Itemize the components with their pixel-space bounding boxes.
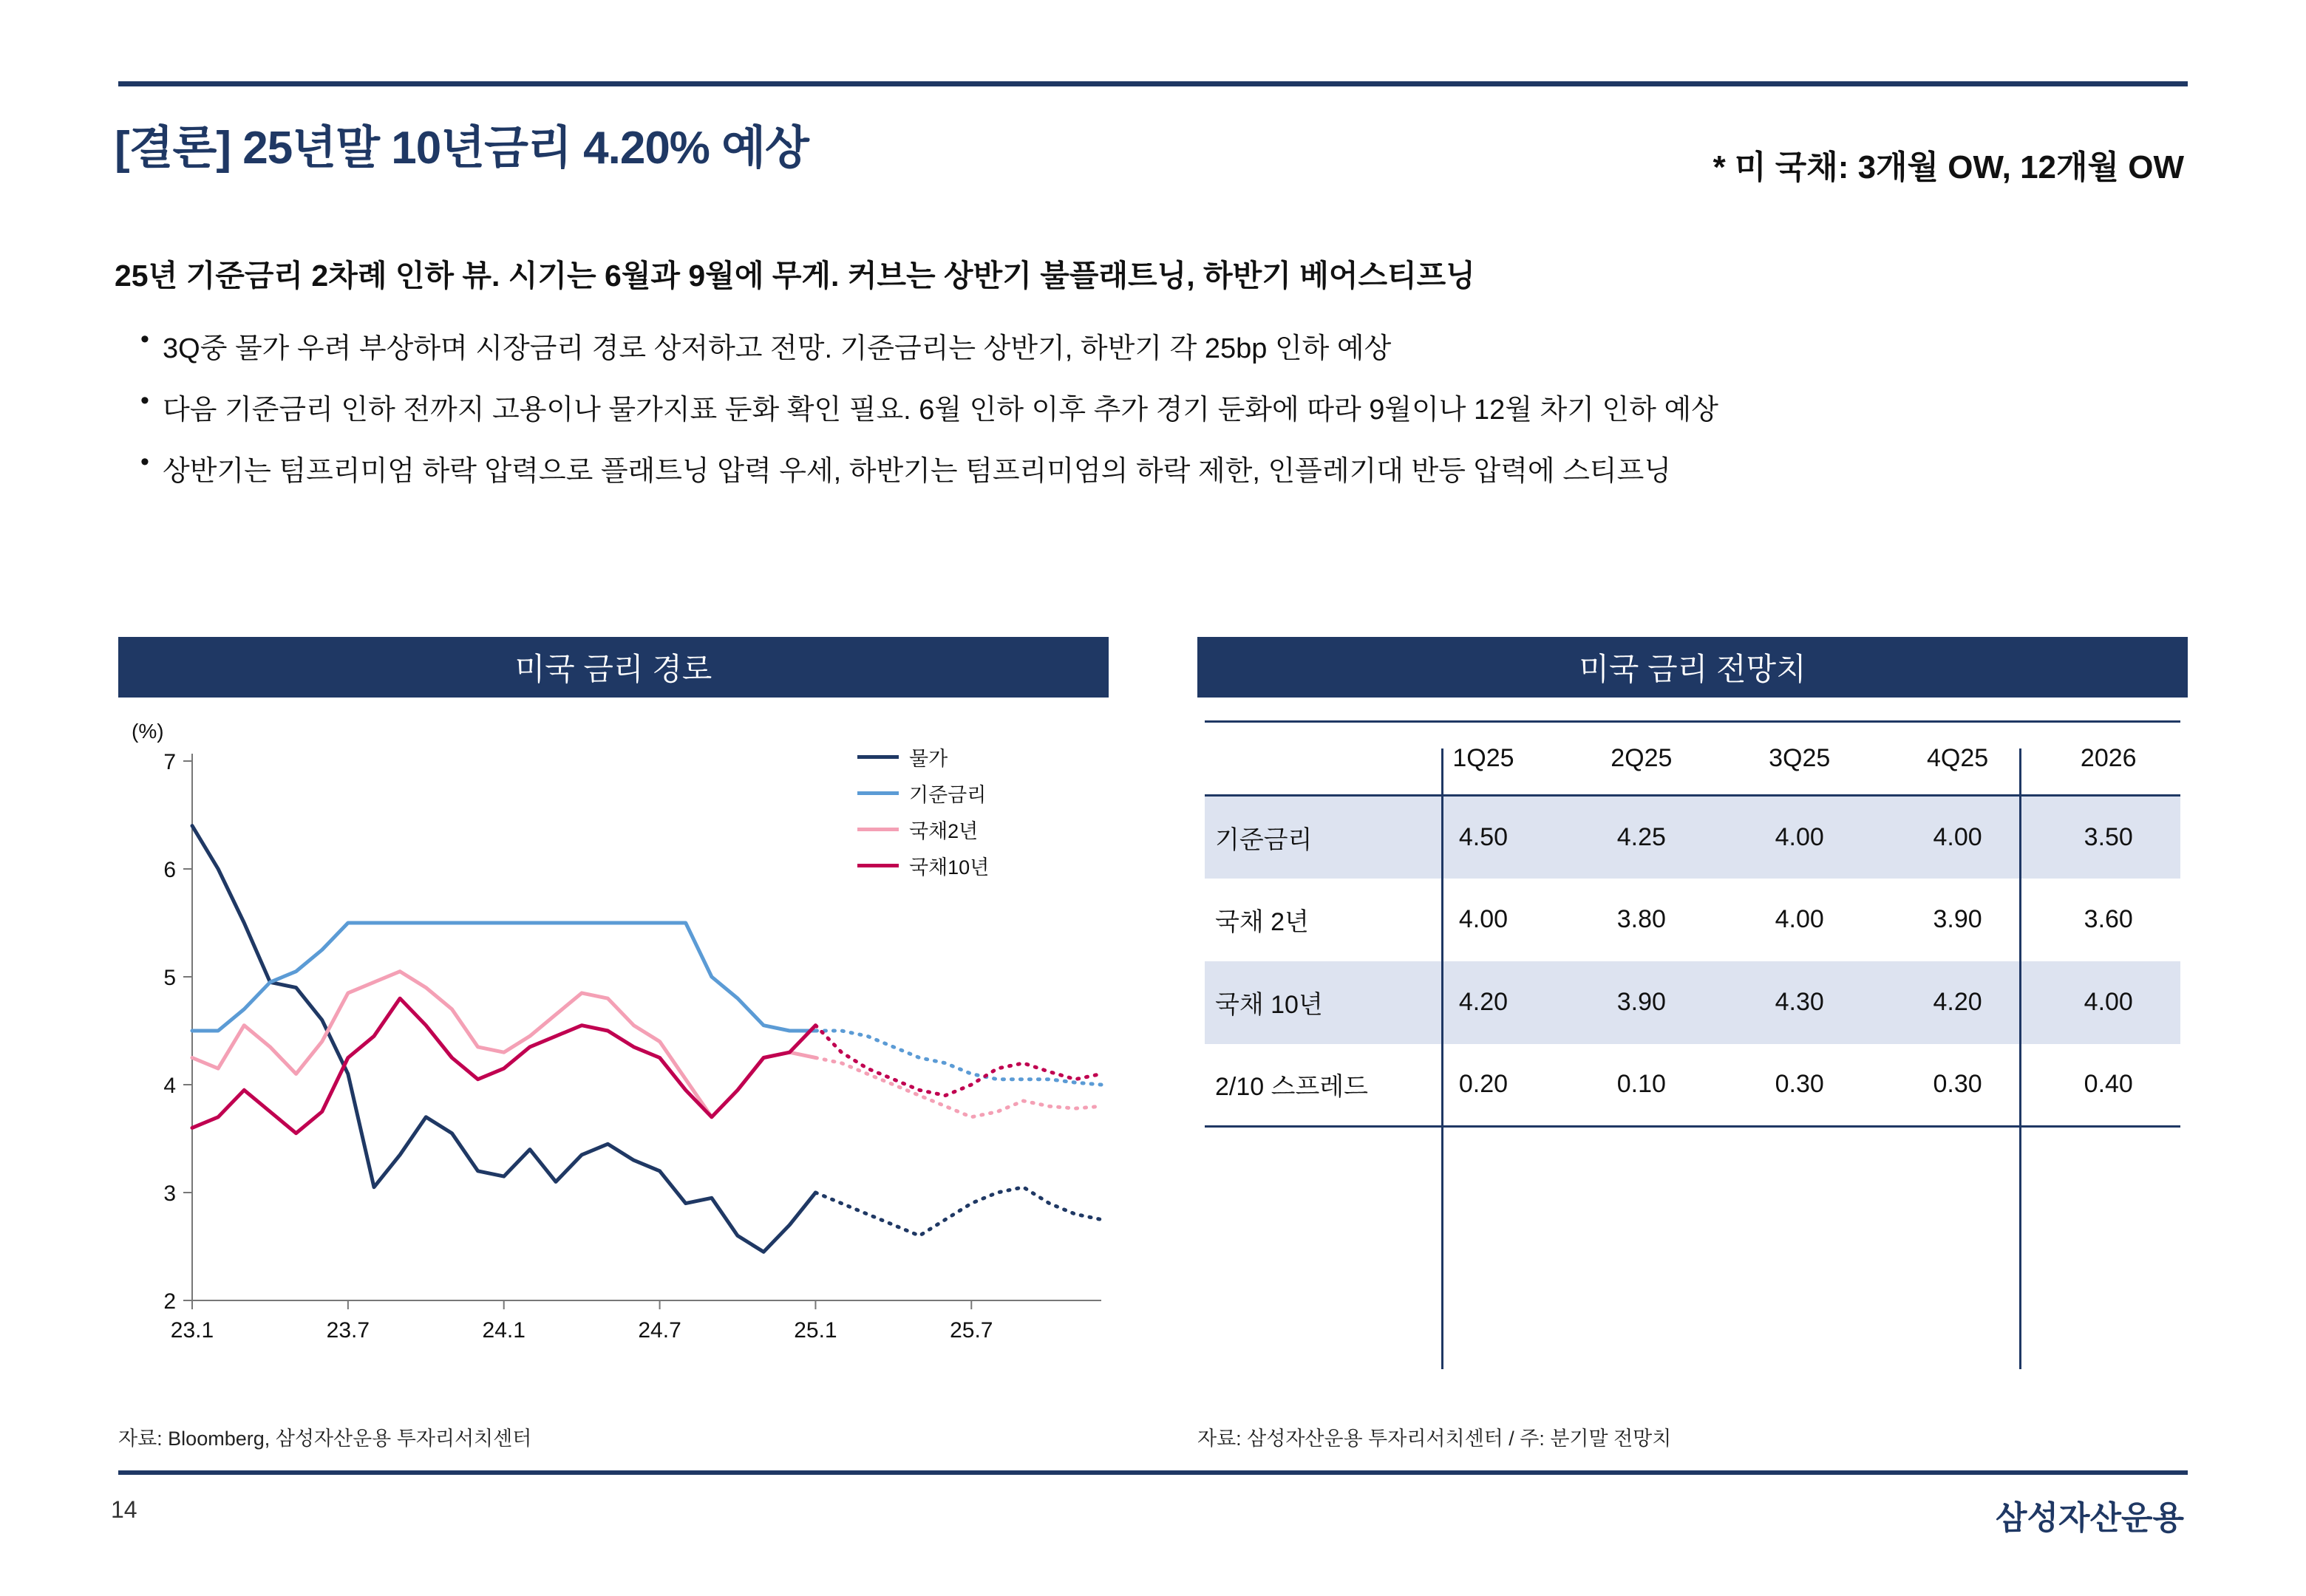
- legend-label: 국채10년: [909, 856, 990, 879]
- chart-series-line: [192, 998, 815, 1133]
- lead-paragraph: 25년 기준금리 2차례 인하 뷰. 시기는 6월과 9월에 무게. 커브는 상반기 불플래트닝, 하반기 베어스티프닝: [115, 259, 1475, 293]
- legend-item: [857, 815, 989, 844]
- table-row: [1205, 1044, 2180, 1127]
- table-cell: 3.90: [1933, 905, 1982, 933]
- legend-item: [857, 779, 989, 808]
- legend-label: 국채2년: [909, 820, 979, 842]
- chart-panel-title: 미국 금리 경로: [118, 637, 1109, 698]
- table-panel-title: 미국 금리 전망치: [1197, 637, 2188, 698]
- table-cell: 0.10: [1562, 1044, 1721, 1127]
- table-source-note: 자료: 삼성자산운용 투자리서치센터 / 주: 분기말 전망치: [1197, 1428, 1672, 1450]
- list-item: [140, 325, 2195, 366]
- forecast-table-wrapper: [1197, 720, 2188, 1396]
- table-cell: 3.50: [2084, 822, 2133, 851]
- chart-series-forecast-line: [815, 1187, 1101, 1236]
- row-header: 기준금리: [1215, 825, 1313, 854]
- bullet-text: 3Q중 물가 우려 부상하며 시장금리 경로 상저하고 전망. 기준금리는 상반기, 하반기 각 25bp 인하 예상: [163, 333, 1392, 364]
- rates-path-chart: [118, 709, 1109, 1396]
- x-axis-tick-label: 24.1: [482, 1318, 526, 1343]
- x-axis-tick-label: 25.7: [950, 1318, 993, 1343]
- chart-unit-label: (%): [132, 720, 164, 743]
- table-vertical-rule-right: [2019, 748, 2021, 1369]
- chart-series-forecast-line: [815, 1031, 1101, 1085]
- bullet-text: 다음 기준금리 인하 전까지 고용이나 물가지표 둔화 확인 필요. 6월 인하 이후 추가 경기 둔화에 따라 9월이나 12월 차기 인하 예상: [163, 395, 1718, 426]
- column-header: 2026: [2037, 722, 2181, 796]
- column-header: 1Q25: [1404, 722, 1562, 796]
- column-header: 4Q25: [1879, 722, 2037, 796]
- y-axis-tick-label: 4: [163, 1074, 176, 1098]
- table-cell: 4.00: [1775, 822, 1824, 851]
- x-axis-tick-label: 25.1: [794, 1318, 837, 1343]
- forecast-table: [1205, 720, 2180, 1128]
- table-cell: 0.40: [2037, 1044, 2181, 1127]
- header-divider: [118, 81, 2188, 86]
- y-axis-tick-label: 7: [163, 750, 176, 774]
- row-header: 국채 10년: [1215, 991, 1323, 1019]
- legend-swatch: [857, 755, 899, 759]
- table-cell: 4.00: [1458, 905, 1509, 933]
- legend-label: 기준금리: [909, 784, 987, 806]
- header-note: * 미 국채: 3개월 OW, 12개월 OW: [1713, 149, 2184, 185]
- y-axis-tick-label: 3: [163, 1181, 176, 1206]
- table-cell: 4.50: [1458, 822, 1509, 851]
- legend-item: [857, 851, 989, 880]
- table-row: [1205, 961, 2180, 1044]
- bullet-text: 상반기는 텀프리미엄 하락 압력으로 플래트닝 압력 우세, 하반기는 텀프리미엄의 하락 제한, 인플레기대 반등 압력에 스티프닝: [163, 456, 1672, 487]
- table-body: [1205, 796, 2180, 1127]
- row-header: 2/10 스프레드: [1205, 1044, 1404, 1127]
- x-axis-tick-label: 23.1: [170, 1318, 214, 1343]
- y-axis-tick-label: 6: [163, 858, 176, 882]
- column-header: 2Q25: [1562, 722, 1721, 796]
- table-cell: 0.20: [1404, 1044, 1562, 1127]
- table-cell: 4.00: [1933, 822, 1982, 851]
- table-cell: 4.30: [1775, 988, 1824, 1016]
- legend-label: 물가: [909, 748, 948, 770]
- table-row: [1205, 796, 2180, 879]
- chart-series-forecast-line: [815, 1058, 1101, 1117]
- x-axis-tick-label: 24.7: [638, 1318, 681, 1343]
- chart-series-line: [192, 972, 815, 1117]
- table-corner-cell: [1205, 722, 1404, 796]
- chart-series-line: [192, 826, 815, 1252]
- table-cell: 3.60: [2084, 905, 2133, 933]
- x-axis-tick-label: 23.7: [326, 1318, 370, 1343]
- legend-item: [857, 743, 989, 771]
- table-vertical-rule-left: [1441, 748, 1443, 1369]
- page-number: 14: [111, 1496, 137, 1523]
- bullet-list: [140, 325, 2195, 509]
- bullet-dot-icon: •: [140, 386, 149, 415]
- table-cell: 4.25: [1616, 822, 1666, 851]
- table-cell: 0.30: [1721, 1044, 1879, 1127]
- table-cell: 3.80: [1616, 905, 1666, 933]
- chart-source-note: 자료: Bloomberg, 삼성자산운용 투자리서치센터: [118, 1428, 532, 1450]
- table-cell: 4.00: [1775, 905, 1824, 933]
- bullet-dot-icon: •: [140, 325, 149, 353]
- y-axis-tick-label: 2: [163, 1289, 176, 1314]
- table-cell: 4.00: [2084, 988, 2133, 1016]
- list-item: [140, 386, 2195, 427]
- legend-swatch: [857, 791, 899, 795]
- column-header: 3Q25: [1721, 722, 1879, 796]
- chart-series-line: [192, 923, 815, 1031]
- brand-logo: 삼성자산운용: [1995, 1500, 2184, 1536]
- y-axis-tick-label: 5: [163, 966, 176, 990]
- table-cell: 0.30: [1879, 1044, 2037, 1127]
- legend-swatch: [857, 828, 899, 831]
- table-header: [1205, 722, 2180, 796]
- row-header: 국채 2년: [1215, 908, 1309, 936]
- page-title: [결론] 25년말 10년금리 4.20% 예상: [115, 123, 809, 174]
- table-row: [1205, 879, 2180, 961]
- table-cell: 3.90: [1616, 988, 1666, 1016]
- table-header-row: [1205, 722, 2180, 796]
- legend-swatch: [857, 864, 899, 867]
- chart-legend: [857, 743, 989, 887]
- footer-divider: [118, 1470, 2188, 1475]
- bullet-dot-icon: •: [140, 448, 149, 476]
- table-cell: 4.20: [1933, 988, 1982, 1016]
- list-item: [140, 448, 2195, 488]
- table-cell: 4.20: [1458, 988, 1509, 1016]
